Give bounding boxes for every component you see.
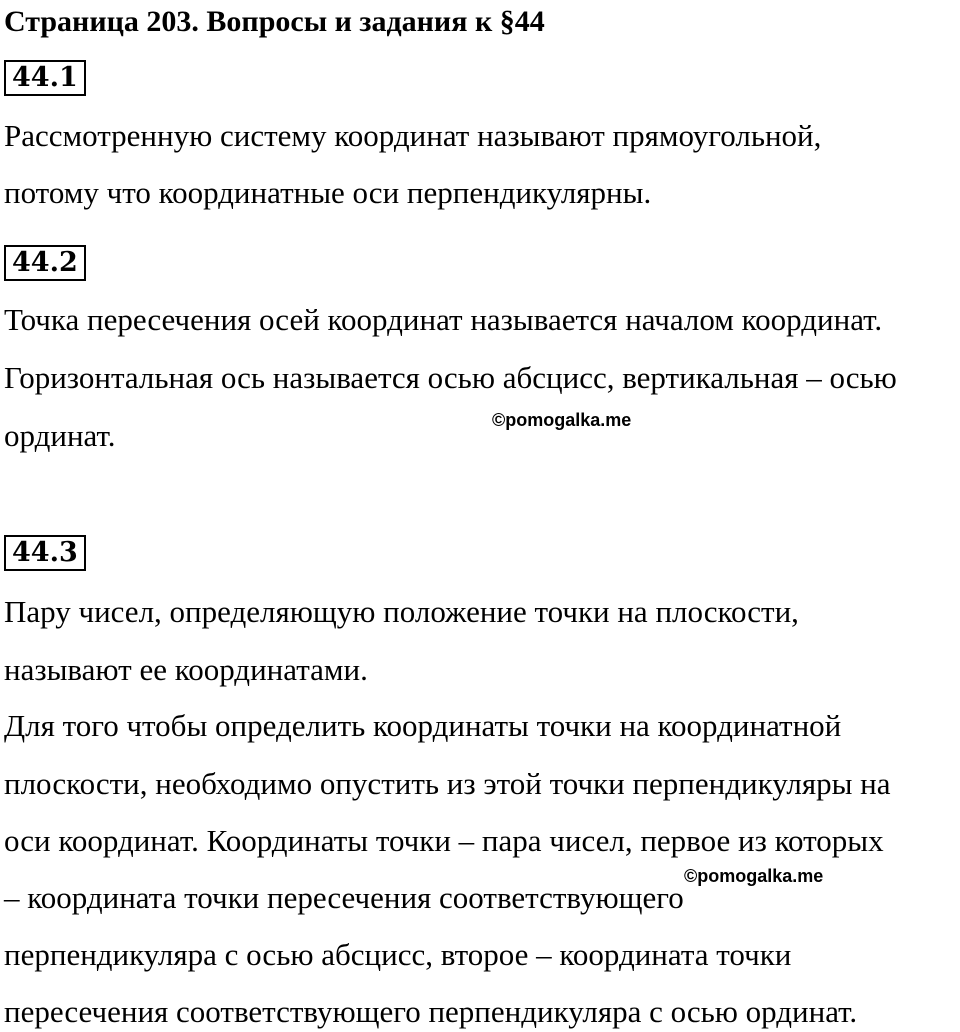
- task-number-box: 44.1: [4, 60, 86, 96]
- answer-line: Горизонтальная ось называется осью абсцисс, вертикальная – осью: [4, 360, 897, 395]
- task-number-box: 44.3: [4, 535, 86, 571]
- answer-line: Пару чисел, определяющую положение точки на плоскости,: [4, 594, 799, 629]
- answer-line: Точка пересечения осей координат называется началом координат.: [4, 302, 883, 337]
- answer-line: Для того чтобы определить координаты точки на координатной: [4, 708, 842, 743]
- answer-line: ординат.: [4, 418, 116, 453]
- watermark: ©pomogalka.me: [684, 866, 824, 886]
- answer-line: Рассмотренную систему координат называют прямоугольной,: [4, 118, 822, 153]
- task-number-box: 44.2: [4, 245, 86, 281]
- page-title: Страница 203. Вопросы и задания к §44: [4, 5, 545, 38]
- answer-line: называют ее координатами.: [4, 652, 368, 687]
- answer-line: – координата точки пересечения соответствующего: [4, 880, 684, 915]
- answer-line: плоскости, необходимо опустить из этой точки перпендикуляры на: [4, 766, 891, 801]
- answer-line: перпендикуляра с осью абсцисс, второе – координата точки: [4, 937, 792, 972]
- answer-line: потому что координатные оси перпендикулярны.: [4, 175, 652, 210]
- answer-line: оси координат. Координаты точки – пара чисел, первое из которых: [4, 823, 884, 858]
- watermark: ©pomogalka.me: [492, 410, 632, 430]
- answer-line: пересечения соответствующего перпендикуляра с осью ординат.: [4, 994, 858, 1029]
